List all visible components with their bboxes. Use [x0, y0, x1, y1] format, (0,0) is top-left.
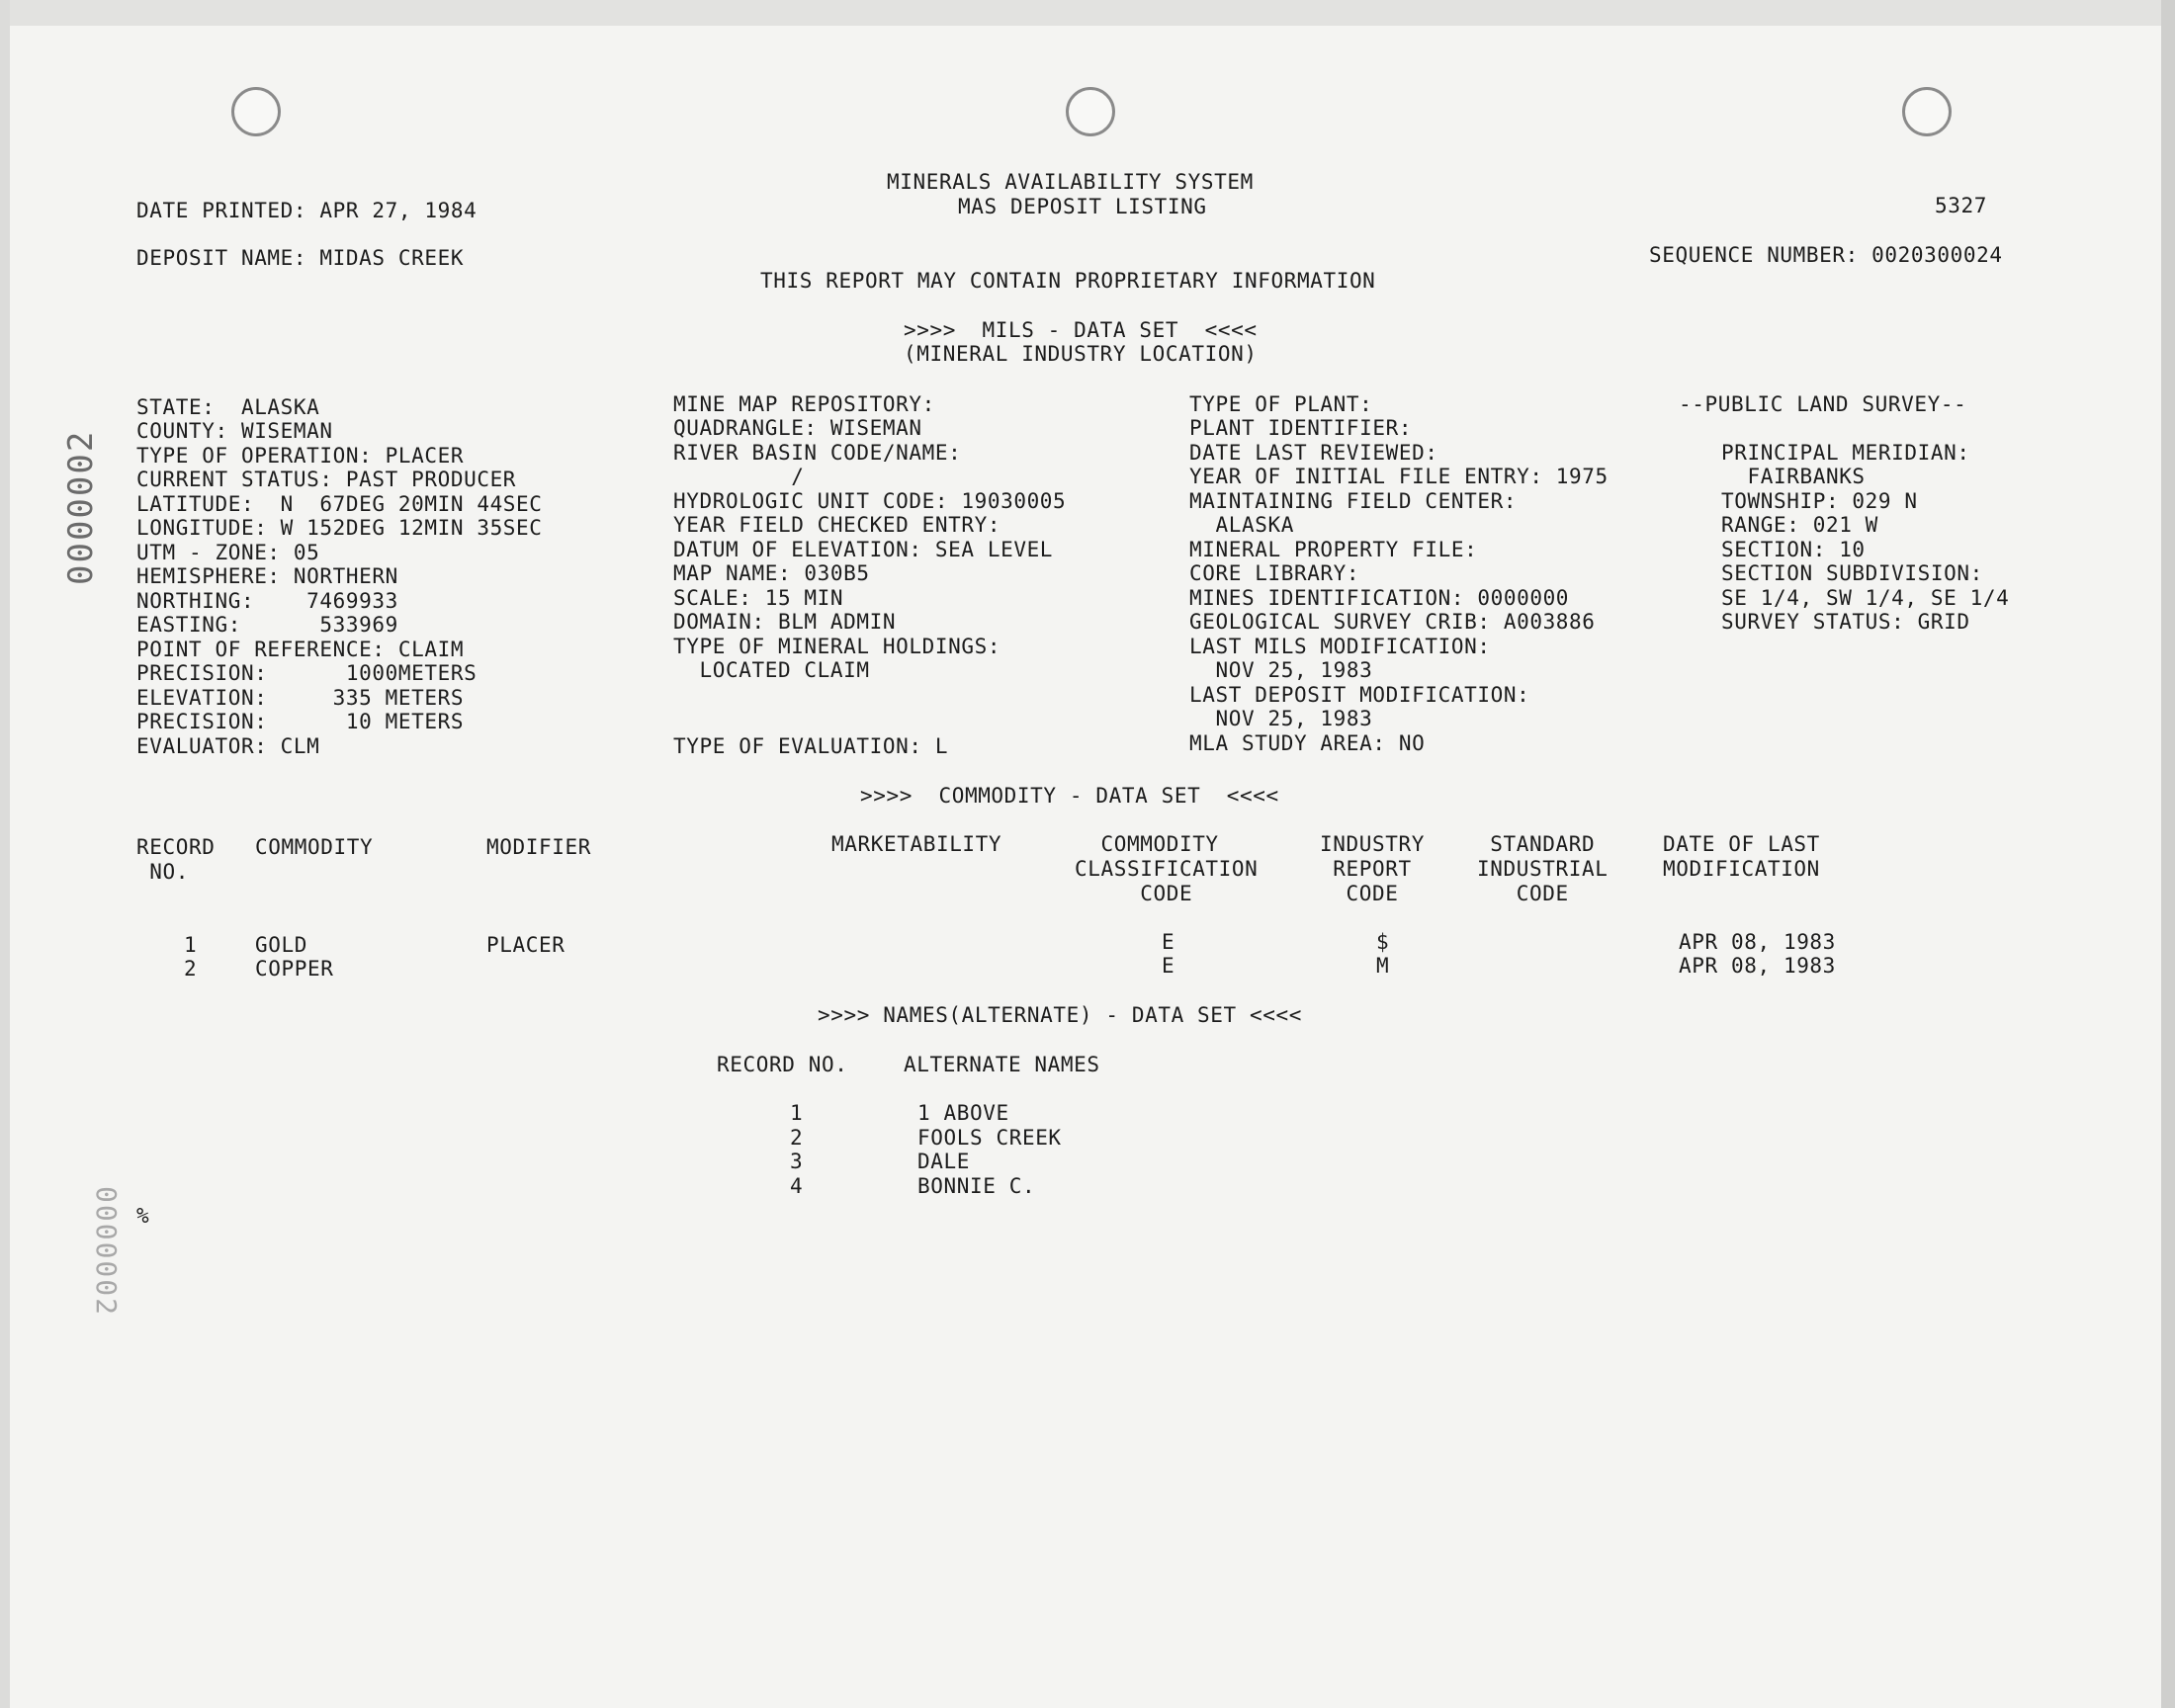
binder-hole-center: [1066, 87, 1115, 136]
binder-hole-left: [231, 87, 281, 136]
commodity-industry-code: $: [1376, 930, 1390, 954]
field-hemisphere: HEMISPHERE: NORTHERN: [136, 564, 398, 588]
field-current-status: CURRENT STATUS: PAST PRODUCER: [136, 468, 517, 491]
field-easting: EASTING: 533969: [136, 613, 398, 637]
field-river-basin: RIVER BASIN CODE/NAME:: [673, 441, 962, 465]
system-title: MINERALS AVAILABILITY SYSTEM: [887, 170, 1254, 194]
field-northing: NORTHING: 7469933: [136, 589, 398, 613]
land-survey-heading: --PUBLIC LAND SURVEY--: [1679, 392, 1967, 416]
field-mla-study-area: MLA STUDY AREA: NO: [1189, 731, 1426, 755]
binder-hole-right: [1902, 87, 1952, 136]
field-point-of-reference: POINT OF REFERENCE: CLAIM: [136, 638, 465, 661]
commodity-classification-code: E: [1162, 930, 1175, 954]
field-mine-map-repository: MINE MAP REPOSITORY:: [673, 392, 935, 416]
field-plant-identifier: PLANT IDENTIFIER:: [1189, 416, 1413, 440]
commodity-header-classification: COMMODITY CLASSIFICATION CODE: [1075, 832, 1259, 905]
field-range: RANGE: 021 W: [1721, 513, 1878, 537]
field-scale: SCALE: 15 MIN: [673, 586, 844, 610]
field-quadrangle: QUADRANGLE: WISEMAN: [673, 416, 922, 440]
commodity-modifier: PLACER: [486, 933, 566, 957]
alternate-record-no: 2: [790, 1126, 804, 1150]
field-county: COUNTY: WISEMAN: [136, 419, 333, 443]
field-mineral-property-file: MINERAL PROPERTY FILE:: [1189, 538, 1478, 561]
alternate-name: DALE: [917, 1150, 970, 1173]
commodity-header-commodity: COMMODITY: [255, 835, 374, 859]
field-map-name: MAP NAME: 030B5: [673, 561, 870, 585]
commodity-last-modified: APR 08, 1983: [1679, 930, 1836, 954]
margin-percent-mark: %: [136, 1204, 150, 1228]
sequence-number: SEQUENCE NUMBER: 0020300024: [1649, 243, 2003, 267]
field-evaluator: EVALUATOR: CLM: [136, 734, 320, 758]
page-number: 5327: [1935, 194, 1987, 217]
deposit-name: DEPOSIT NAME: MIDAS CREEK: [136, 246, 465, 270]
alternate-record-no: 1: [790, 1101, 804, 1125]
date-printed: DATE PRINTED: APR 27, 1984: [136, 199, 478, 222]
field-last-mils-modification: LAST MILS MODIFICATION:: [1189, 635, 1491, 658]
field-last-deposit-modification: LAST DEPOSIT MODIFICATION:: [1189, 683, 1530, 707]
field-longitude: LONGITUDE: W 152DEG 12MIN 35SEC: [136, 516, 543, 540]
field-principal-meridian-value: FAIRBANKS: [1721, 465, 1866, 488]
field-maintaining-center: MAINTAINING FIELD CENTER:: [1189, 489, 1518, 513]
commodity-header-marketability: MARKETABILITY: [831, 832, 1002, 856]
names-header-names: ALTERNATE NAMES: [904, 1053, 1100, 1076]
names-header-record: RECORD NO.: [717, 1053, 848, 1076]
commodity-name: COPPER: [255, 957, 334, 981]
commodity-last-modified: APR 08, 1983: [1679, 954, 1836, 978]
field-maintaining-center-value: ALASKA: [1189, 513, 1294, 537]
field-latitude: LATITUDE: N 67DEG 20MIN 44SEC: [136, 492, 543, 516]
field-survey-status: SURVEY STATUS: GRID: [1721, 610, 1970, 634]
field-state: STATE: ALASKA: [136, 395, 320, 419]
field-township: TOWNSHIP: 029 N: [1721, 489, 1918, 513]
field-year-field-checked: YEAR FIELD CHECKED ENTRY:: [673, 513, 1001, 537]
field-hydrologic-unit-code: HYDROLOGIC UNIT CODE: 19030005: [673, 489, 1067, 513]
field-utm-zone: UTM - ZONE: 05: [136, 541, 320, 564]
field-geological-survey-crib: GEOLOGICAL SURVEY CRIB: A003886: [1189, 610, 1596, 634]
alternate-record-no: 3: [790, 1150, 804, 1173]
margin-stamp-bottom: 0000002: [90, 1186, 123, 1318]
commodity-header-date: DATE OF LAST MODIFICATION: [1663, 832, 1820, 881]
field-date-last-reviewed: DATE LAST REVIEWED:: [1189, 441, 1438, 465]
field-section: SECTION: 10: [1721, 538, 1866, 561]
commodity-header-modifier: MODIFIER: [486, 835, 591, 859]
field-section-subdivision: SECTION SUBDIVISION:: [1721, 561, 1983, 585]
field-precision-elevation: PRECISION: 10 METERS: [136, 710, 465, 733]
alternate-record-no: 4: [790, 1174, 804, 1198]
commodity-name: GOLD: [255, 933, 307, 957]
field-year-initial-entry: YEAR OF INITIAL FILE ENTRY: 1975: [1189, 465, 1609, 488]
commodity-classification-code: E: [1162, 954, 1175, 978]
margin-stamp-top: 0000002: [61, 429, 101, 585]
field-elevation: ELEVATION: 335 METERS: [136, 686, 465, 710]
names-section-title: >>>> NAMES(ALTERNATE) - DATA SET <<<<: [818, 1003, 1302, 1027]
commodity-header-standard: STANDARD INDUSTRIAL CODE: [1477, 832, 1609, 905]
field-core-library: CORE LIBRARY:: [1189, 561, 1360, 585]
alternate-name: 1 ABOVE: [917, 1101, 1009, 1125]
field-mineral-holdings-value: LOCATED CLAIM: [673, 658, 870, 682]
field-mineral-holdings: TYPE OF MINERAL HOLDINGS:: [673, 635, 1001, 658]
commodity-record-no: 2: [184, 957, 198, 981]
commodity-industry-code: M: [1376, 954, 1390, 978]
commodity-header-industry: INDUSTRY REPORT CODE: [1320, 832, 1425, 905]
commodity-header-record: RECORD NO.: [136, 835, 216, 884]
page-left-edge: [0, 0, 10, 1708]
commodity-record-no: 1: [184, 933, 198, 957]
commodity-section-title: >>>> COMMODITY - DATA SET <<<<: [860, 784, 1279, 808]
field-precision-location: PRECISION: 1000METERS: [136, 661, 478, 685]
mils-section-subtitle: (MINERAL INDUSTRY LOCATION): [904, 342, 1258, 366]
field-last-mils-modification-date: NOV 25, 1983: [1189, 658, 1373, 682]
field-section-subdivision-value: SE 1/4, SW 1/4, SE 1/4: [1721, 586, 2010, 610]
proprietary-notice: THIS REPORT MAY CONTAIN PROPRIETARY INFORMATION: [760, 269, 1376, 293]
field-type-of-plant: TYPE OF PLANT:: [1189, 392, 1373, 416]
field-river-basin-value: /: [673, 465, 805, 488]
field-principal-meridian: PRINCIPAL MERIDIAN:: [1721, 441, 1970, 465]
mils-section-title: >>>> MILS - DATA SET <<<<: [904, 318, 1258, 342]
field-type-of-operation: TYPE OF OPERATION: PLACER: [136, 444, 465, 468]
field-mines-identification: MINES IDENTIFICATION: 0000000: [1189, 586, 1570, 610]
field-datum-of-elevation: DATUM OF ELEVATION: SEA LEVEL: [673, 538, 1054, 561]
field-type-of-evaluation: TYPE OF EVALUATION: L: [673, 734, 949, 758]
field-last-deposit-modification-date: NOV 25, 1983: [1189, 707, 1373, 730]
listing-title: MAS DEPOSIT LISTING: [958, 195, 1207, 218]
page-top-edge: [0, 0, 2175, 26]
field-domain: DOMAIN: BLM ADMIN: [673, 610, 897, 634]
alternate-name: BONNIE C.: [917, 1174, 1036, 1198]
alternate-name: FOOLS CREEK: [917, 1126, 1062, 1150]
page-right-edge: [2161, 0, 2175, 1708]
